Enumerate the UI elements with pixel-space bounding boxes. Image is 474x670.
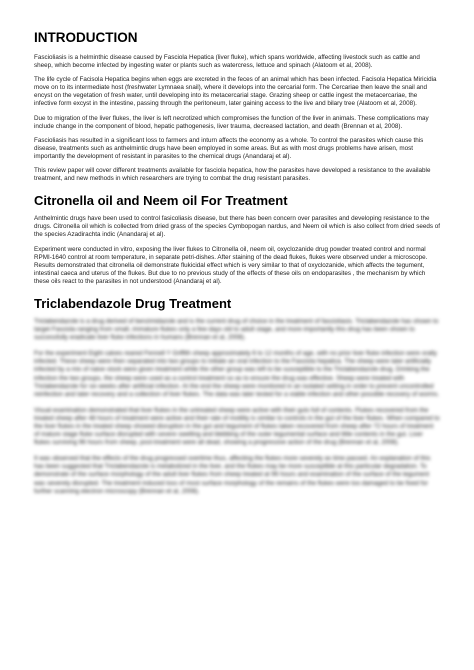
section-heading-citronella: Citronella oil and Neem oil For Treatment (34, 193, 288, 209)
citronella-paragraph-2: Experiment were conducted in vitro, exposing the liver flukes to Citronella oil, neem oil, oxyclozanide drug powder treated control and normal RPMI-1640 control at room temperature, in separate petri-dishes. After staining of the dead flukes, flukes were observed under a microscope. Results demonstrated that citronella oil demonstrate flukicidal effect which is very similar to that of oxyclozanide, which affects the tegument, intestinal caeca and uterus of the flukes. But due to no previous study of the effects of these oils on endoparasites , the mechanism by which these oils react to the parasites in not understood (Anandaraj et al). (34, 245, 428, 285)
triclabendazole-paragraph-4: It was observed that the effects of the drug progressed overtime thus, affecting the flukes more severely as time passed. An explanation of this has been suggested that Triclabendazole is metabolized in the liver, and the flukes may be more susceptible at this particular degradation. To demonstrate of the surface morphology of the adult liver flukes from sheep treated at 96 hours and examination of the surface of the tegument was severely disrupted. The treatment induced loss of most surface morphology of the remains of the flukes were too damaged to be fixed for further scanning electron microscopy (Brennan et al, 2008). (34, 455, 431, 495)
citronella-paragraph-1: Anthelmintic drugs have been used to control fasicoliasis disease, but there has been concern over parasites and developing resistance to the drugs. Citronella oil which is collected from dried grass of the species Cymbopogan nardus, and Neem oil which is also collect from dried seeds of the species Azadirachta indic (Anandaraj et al). (34, 215, 440, 239)
triclabendazole-paragraph-2: For the experiment Eight calves reared Fennell Y Griffith sheep approximately 6 to 12 months of age, with no prior liver fluke infection were orally infected. These sheep were then separated into two groups to initiate an oral infection to the Fasciola hepatica. The sheep were later artificially infected by a mix of naive stock were given treatment while the other group was left to be susceptible to the Triclabendazole drug. Drinking the infection the two groups, the sheep were used as a control treatment so as to ensure the drug was effective. Sheep were treated with Triclabendazole for six weeks after artificial infection. At the end the sheep were monitored in an isolated setting in order to prevent uncontrolled reinfection and later recovery and a collection of liver flukes. The data was later tested for a viable infection and other possible recovery of worms. (34, 350, 440, 398)
triclabendazole-paragraph-3: Visual examination demonstrated that liver flukes in the untreated sheep were active with their guts full of contents. Flukes recovered from the treated sheep after 48 hours of treatment were active and their rate of motility is similar to controls in the gut of the liver flukes. When compared to the liver flukes in the treated sheep showed disruption in the gut and tegument of flukes taken recovered from sheep after 72 hours of treatment of mature stage fluke surface disrupted with severe swelling and blebbing of the outer tegumental surface and little contents in the gut. Liver flukes surviving 96 hours from sheep, post-treatment were all dead, showing a progressive action of the drug (Brennan et al, 2008). (34, 406, 440, 447)
section-heading-introduction: INTRODUCTION (34, 30, 138, 45)
intro-paragraph-4: Fascioliasis has resulted in a significant loss to farmers and inturn affects the economy as a whole. To control the parasites which cause this disease, treatments such as anthelmintic drugs have been employed in some areas. But as with most drugs problems have arisen, most importantly the development of resistant in parasites to the chemical drugs (Anandaraj et al). (34, 136, 424, 160)
triclabendazole-paragraph-1: Triclabendazole is a drug derived of benzimidazole and is the current drug of choice in the treatment of fascioliasis. Triclabendazole has shown to target Fasciola ranging from small, immature flukes only a few days old to adult stage, and more importantly this drug has been shown to successfully eradicate liver fluke infections in humans (Brennan et al, 2008). (34, 317, 439, 342)
intro-paragraph-3: Due to migration of the liver flukes, the liver is left necrotized which compromises the function of the liver in animals. These complications may include change in the component of blood, hepatic pathogenesis, liver trauma, decreased lactation, and death (Brennan et al, 2008). (34, 114, 429, 130)
blurred-preview-content (34, 318, 440, 496)
intro-paragraph-2: The life cycle of Facisola Hepatica begins when eggs are excreted in the feces of an animal which has been infected. Facisola Hepatica Miricidia move on to its intermediate host (freshwater Lymnaea snail), where it develops into the cercarial form. The Cercariae then leave the snail and encyst on the vegetation of fresh water, until developing into its metacercarial stage. Grazing sheep or cattle ingest the metacercariae, the infective form excyst in the intestine, passing through the peritoneum, later gaining access to the live and bilary tree (Alatoom et al, 2008). (34, 76, 437, 108)
intro-paragraph-5: This review paper will cover different treatments available for fasciola hepatica, how the parasites have developed a resistance to the available treatment, and new methods in which researchers are trying to combat the drug resistant parasites. (34, 167, 431, 183)
section-heading-triclabendazole: Triclabendazole Drug Treatment (34, 295, 232, 311)
intro-paragraph-1: Fascioliasis is a helminthic disease caused by Fasciola Hepatica (liver fluke), which spans worldwide, affecting livestock such as cattle and sheep, which become infected by ingesting water or plants such as watercress, lettuce and spinach (Alatoom et al, 2008). (34, 54, 420, 70)
